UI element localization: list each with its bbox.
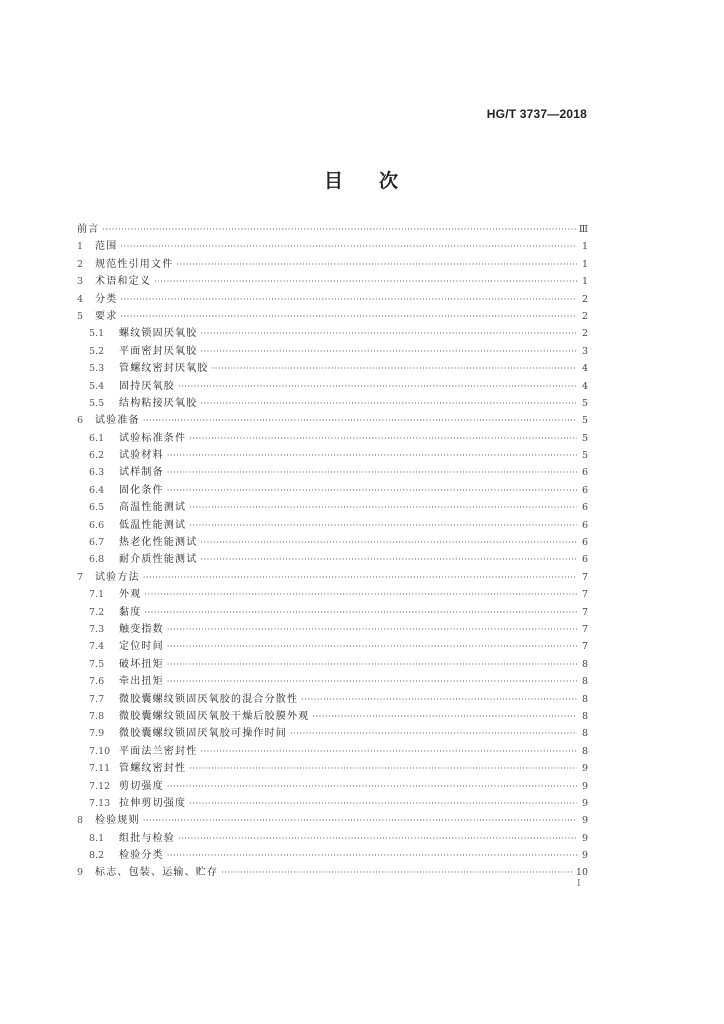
toc-entry-number: 7.11 (89, 763, 111, 775)
toc-entry-page: 5 (581, 432, 588, 444)
toc-entry-page: 9 (581, 780, 588, 792)
toc-entry-page: 2 (581, 310, 588, 322)
toc-entry-number: 5.1 (89, 328, 105, 340)
toc-entry-title: 组批与检验 (119, 832, 175, 844)
toc-entry-page: 1 (581, 276, 588, 288)
toc-leader-dots (143, 812, 577, 829)
toc-entry-page: 7 (581, 623, 588, 635)
toc-entry-page: 2 (581, 328, 588, 340)
toc-leader-dots (200, 395, 577, 412)
toc-entry-page: 5 (581, 415, 588, 427)
toc-entry[interactable] (77, 343, 588, 360)
toc-leader-dots (167, 847, 577, 864)
toc-leader-dots (212, 360, 577, 377)
toc-leader-dots (200, 534, 577, 551)
toc-entry[interactable] (77, 412, 588, 429)
toc-entry[interactable] (77, 847, 588, 864)
toc-entry[interactable] (77, 273, 588, 290)
toc-entry-title: 试验材料 (119, 450, 164, 462)
toc-leader-dots (154, 273, 577, 290)
toc-entry-title: 定位时间 (119, 641, 164, 653)
toc-entry[interactable] (77, 517, 588, 534)
toc-entry-title: 管螺纹密封厌氧胶 (119, 363, 209, 375)
toc-entry[interactable] (77, 673, 588, 690)
toc-entry-title: 要求 (95, 310, 118, 322)
toc-entry-page: 4 (581, 380, 588, 392)
toc-entry-title: 破坏扭矩 (119, 658, 164, 670)
toc-entry-number: 7.4 (89, 641, 105, 653)
toc-entry[interactable] (77, 778, 588, 795)
toc-entry-page: 2 (581, 293, 588, 305)
toc-entry-number: 6.4 (89, 484, 105, 496)
toc-entry-title: 低温性能测试 (119, 519, 187, 531)
toc-entry-title: 触变指数 (119, 623, 164, 635)
toc-entry-title: 剪切强度 (119, 780, 164, 792)
toc-entry-page: 10 (575, 867, 588, 879)
toc-entry[interactable] (77, 308, 588, 325)
toc-entry-page: Ⅲ (578, 224, 588, 235)
toc-leader-dots (120, 291, 577, 308)
toc-entry-page: 8 (581, 710, 588, 722)
toc-entry-number: 5.3 (89, 363, 105, 375)
toc-entry[interactable] (77, 395, 588, 412)
toc-entry-title: 标志、包装、运输、贮存 (95, 867, 219, 879)
toc-entry-number: 7.13 (89, 797, 111, 809)
toc-entry-number: 6.2 (89, 450, 105, 462)
toc-leader-dots (143, 412, 577, 429)
toc-entry-title: 规范性引用文件 (95, 258, 174, 270)
toc-entry-number: 7.12 (89, 780, 111, 792)
toc-leader-dots (178, 830, 577, 847)
toc-entry-number: 8.1 (89, 832, 105, 844)
toc-entry-number: 1 (77, 241, 84, 253)
toc-entry-page: 7 (581, 641, 588, 653)
toc-entry-page: 6 (581, 502, 588, 514)
toc-entry[interactable] (77, 360, 588, 377)
toc-entry-number: 6.5 (89, 502, 105, 514)
toc-entry-number: 7.7 (89, 693, 105, 705)
toc-entry-title: 试验准备 (95, 415, 140, 427)
toc-entry[interactable] (77, 534, 588, 551)
toc-entry-page: 5 (581, 397, 588, 409)
toc-entry-title: 黏度 (119, 606, 142, 618)
toc-entry-title: 结构粘接厌氧胶 (119, 397, 198, 409)
toc-leader-dots (200, 551, 577, 568)
toc-entry[interactable] (77, 551, 588, 568)
toc-entry-title: 拉伸剪切强度 (119, 797, 187, 809)
toc-entry-number: 9 (77, 867, 84, 879)
toc-leader-dots (178, 378, 577, 395)
toc-entry[interactable] (77, 378, 588, 395)
toc-entry-number: 8.2 (89, 850, 105, 862)
toc-leader-dots (144, 586, 577, 603)
toc-leader-dots (301, 691, 577, 708)
toc-entry-number: 5 (77, 310, 84, 322)
toc-entry-number: 6.7 (89, 537, 105, 549)
toc-leader-dots (167, 482, 577, 499)
toc-leader-dots (120, 238, 577, 255)
toc-entry[interactable] (77, 447, 588, 464)
toc-entry[interactable] (77, 691, 588, 708)
toc-leader-dots (189, 795, 577, 812)
toc-leader-dots (312, 708, 577, 725)
toc-entry-title: 牵出扭矩 (119, 676, 164, 688)
toc-entry[interactable] (77, 621, 588, 638)
toc-entry-page: 3 (581, 345, 588, 357)
toc-leader-dots (144, 604, 577, 621)
toc-entry-page: 8 (581, 693, 588, 705)
toc-entry-number: 6 (77, 415, 84, 427)
toc-entry-page: 9 (581, 763, 588, 775)
standard-code: HG/T 3737—2018 (486, 107, 587, 121)
toc-entry-title: 热老化性能测试 (119, 537, 198, 549)
toc-leader-dots (189, 517, 577, 534)
toc-entry-page: 9 (581, 815, 588, 827)
toc-entry[interactable] (77, 795, 588, 812)
toc-entry[interactable] (77, 325, 588, 342)
toc-entry-page: 6 (581, 537, 588, 549)
toc-entry-page: 9 (581, 832, 588, 844)
toc-entry[interactable] (77, 708, 588, 725)
toc-leader-dots (167, 447, 577, 464)
toc-entry-title: 微胶囊螺纹锁固厌氧胶干燥后胶膜外观 (119, 710, 310, 722)
toc-entry-title: 微胶囊螺纹锁固厌氧胶的混合分散性 (119, 693, 299, 705)
toc-entry-number: 7.9 (89, 728, 105, 740)
toc-entry[interactable] (77, 238, 588, 255)
toc-entry-page: 5 (581, 450, 588, 462)
toc-entry-title: 外观 (119, 589, 142, 601)
toc-leader-dots (200, 743, 577, 760)
toc-entry-title: 高温性能测试 (119, 502, 187, 514)
toc-entry-number: 8 (77, 815, 84, 827)
toc-leader-dots (120, 308, 577, 325)
toc-title (0, 166, 724, 193)
toc-entry-number: 7.8 (89, 710, 105, 722)
toc-entry-number: 5.5 (89, 397, 105, 409)
toc-leader-dots (102, 221, 575, 238)
toc-entry[interactable] (77, 256, 588, 273)
toc-leader-dots (143, 569, 577, 586)
toc-entry[interactable] (77, 656, 588, 673)
toc-entry-page: 8 (581, 745, 588, 757)
toc-entry-number: 7.3 (89, 623, 105, 635)
toc-entry[interactable] (77, 586, 588, 603)
toc-entry-title: 平面法兰密封性 (119, 745, 198, 757)
toc-entry-page: 6 (581, 519, 588, 531)
toc-leader-dots (189, 760, 577, 777)
toc-title-char-1: 目 (323, 170, 345, 192)
toc-entry[interactable] (77, 221, 588, 238)
toc-entry-page: 8 (581, 676, 588, 688)
toc-entry[interactable] (77, 604, 588, 621)
toc-entry[interactable] (77, 812, 588, 829)
toc-entry-page: 7 (581, 589, 588, 601)
toc-entry-page: 8 (581, 728, 588, 740)
toc-entry-number: 2 (77, 258, 84, 270)
toc-leader-dots (200, 325, 577, 342)
toc-entry-number: 6.6 (89, 519, 105, 531)
toc-entry[interactable] (77, 430, 588, 447)
toc-entry[interactable] (77, 760, 588, 777)
toc-entry-page: 1 (581, 258, 588, 270)
toc-entry-title: 试样制备 (119, 467, 164, 479)
toc-entry-page: 6 (581, 467, 588, 479)
toc-entry-title: 螺纹锁固厌氧胶 (119, 328, 198, 340)
toc-entry[interactable] (77, 482, 588, 499)
toc-entry-page: 6 (581, 484, 588, 496)
toc-entry[interactable] (77, 464, 588, 481)
toc-entry-page: 7 (581, 606, 588, 618)
toc-entry-title: 术语和定义 (95, 276, 151, 288)
toc-leader-dots (167, 638, 577, 655)
toc-leader-dots (189, 499, 577, 516)
toc-title-char-2: 次 (379, 170, 401, 192)
toc-leader-dots (189, 430, 577, 447)
toc-entry[interactable] (77, 291, 588, 308)
toc-entry-title: 试验标准条件 (119, 432, 187, 444)
toc-entry-number: 5.4 (89, 380, 105, 392)
toc-entry-title: 微胶囊螺纹锁固厌氧胶可操作时间 (119, 728, 287, 740)
toc-entry[interactable] (77, 830, 588, 847)
toc-entry[interactable] (77, 569, 588, 586)
toc-entry[interactable] (77, 638, 588, 655)
toc-entry-page: 9 (581, 797, 588, 809)
toc-entry[interactable] (77, 499, 588, 516)
toc-leader-dots (200, 343, 577, 360)
toc-entry-page: 8 (581, 658, 588, 670)
toc-entry-number: 5.2 (89, 345, 105, 357)
toc-entry-number: 7.6 (89, 676, 105, 688)
toc-entry-number: 7 (77, 571, 84, 583)
toc-entry-title: 检验分类 (119, 850, 164, 862)
toc-entry-page: 4 (581, 363, 588, 375)
toc-entry-page: 7 (581, 571, 588, 583)
toc-entry-page: 6 (581, 554, 588, 566)
toc-entry-number: 6.1 (89, 432, 105, 444)
toc-entry-number: 6.8 (89, 554, 105, 566)
toc-leader-dots (176, 256, 577, 273)
toc-leader-dots (167, 673, 577, 690)
toc-entry[interactable] (77, 864, 588, 881)
toc-entry-title: 管螺纹密封性 (119, 763, 187, 775)
toc-entry[interactable] (77, 743, 588, 760)
toc-entry-title: 试验方法 (95, 571, 140, 583)
toc-leader-dots (290, 725, 577, 742)
toc-leader-dots (167, 656, 577, 673)
page-folio: I (577, 879, 581, 889)
toc-entry-number: 4 (77, 293, 84, 305)
toc-entry[interactable] (77, 725, 588, 742)
toc-entry-number: 6.3 (89, 467, 105, 479)
toc-entry-page: 1 (581, 241, 588, 253)
toc-entry-number: 7.10 (89, 745, 111, 757)
toc-entry-title: 范围 (95, 241, 118, 253)
toc-entry-title: 前言 (77, 224, 100, 235)
toc-entry-title: 固化条件 (119, 484, 164, 496)
toc-entry-number: 7.1 (89, 589, 105, 601)
toc-entry-title: 固持厌氧胶 (119, 380, 175, 392)
toc-entry-number: 7.5 (89, 658, 105, 670)
toc-entry-title: 分类 (95, 293, 118, 305)
toc-entry-title: 检验规则 (95, 815, 140, 827)
toc-leader-dots (221, 864, 573, 881)
toc-entry-number: 3 (77, 276, 84, 288)
toc-leader-dots (167, 621, 577, 638)
toc-list (77, 221, 588, 882)
toc-leader-dots (167, 464, 577, 481)
toc-leader-dots (167, 778, 577, 795)
toc-entry-number: 7.2 (89, 606, 105, 618)
toc-entry-page: 9 (581, 850, 588, 862)
toc-entry-title: 耐介质性能测试 (119, 554, 198, 566)
toc-entry-title: 平面密封厌氧胶 (119, 345, 198, 357)
